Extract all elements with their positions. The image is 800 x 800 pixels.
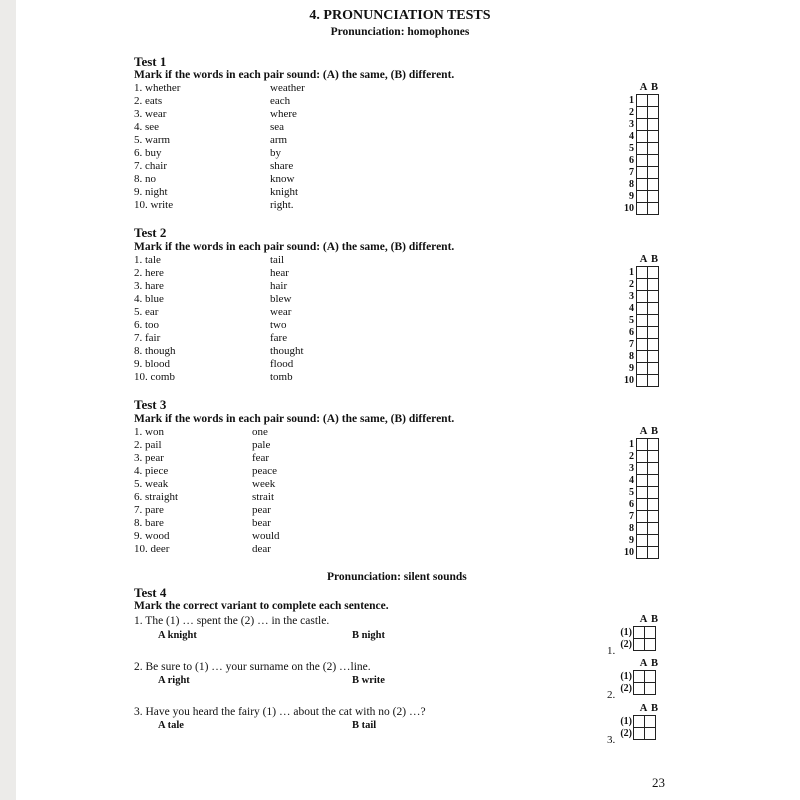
test-2-grid-header: [638, 254, 660, 265]
answer-cell-a[interactable]: [637, 475, 648, 487]
pair-right: fear: [252, 452, 270, 464]
pair-right: hair: [270, 280, 288, 292]
test-4-answer-grid-2: [616, 670, 656, 695]
grid-row-number: 6: [629, 499, 634, 510]
answer-cell-b[interactable]: [648, 523, 659, 535]
answer-cell-b[interactable]: [648, 451, 659, 463]
test-4-answer-grid-1: [616, 626, 656, 651]
answer-cell-a[interactable]: [637, 291, 648, 303]
pair-left: 7. chair: [134, 160, 167, 172]
answer-cell-b[interactable]: [645, 683, 656, 695]
pair-left: 6. straight: [134, 491, 178, 503]
answer-cell-a[interactable]: [637, 107, 648, 119]
answer-cell-a[interactable]: [637, 463, 648, 475]
column-b-label: B: [650, 254, 658, 265]
section-subtitle-homophones: Pronunciation: homophones: [330, 26, 470, 38]
answer-cell-b[interactable]: [648, 475, 659, 487]
column-a-label: A: [639, 254, 648, 265]
grid-row-number: 1: [629, 439, 634, 450]
test-2-instruction: Mark if the words in each pair sound: (A) the same, (B) different.: [134, 241, 455, 253]
answer-cell-a[interactable]: [637, 119, 648, 131]
pair-right: peace: [252, 465, 278, 477]
pair-right: blew: [270, 293, 292, 305]
answer-cell-a[interactable]: [634, 716, 645, 728]
answer-cell-b[interactable]: [645, 671, 656, 683]
answer-cell-a[interactable]: [637, 95, 648, 107]
pair-right: weather: [270, 82, 305, 94]
pair-left: 10. deer: [134, 543, 170, 555]
pair-right: two: [270, 319, 287, 331]
pair-left: 8. no: [134, 173, 156, 185]
section-subtitle-silent-sounds: Pronunciation: silent sounds: [327, 571, 467, 583]
grid-row-number: 9: [629, 191, 634, 202]
answer-cell-a[interactable]: [637, 547, 648, 559]
grid-row-number: 10: [624, 203, 634, 214]
test-4-grid-header-1: [638, 614, 660, 625]
test-1-answer-grid: [620, 94, 659, 215]
pair-left: 5. ear: [134, 306, 159, 318]
pair-right: pale: [252, 439, 271, 451]
answer-cell-b[interactable]: [648, 439, 659, 451]
answer-cell-a[interactable]: [637, 267, 648, 279]
grid-row-label: (1): [620, 716, 632, 727]
pair-left: 8. bare: [134, 517, 164, 529]
test-4-sentence-2: 2. Be sure to (1) … your surname on the (2) …line.: [134, 661, 371, 673]
pair-left: 9. wood: [134, 530, 170, 542]
pair-left: 10. write: [134, 199, 174, 211]
page-title: 4. PRONUNCIATION TESTS: [309, 8, 491, 23]
pair-left: 2. eats: [134, 95, 163, 107]
test-3-instruction: Mark if the words in each pair sound: (A) the same, (B) different.: [134, 413, 455, 425]
pair-right: tomb: [270, 371, 293, 383]
column-b-label: B: [650, 614, 658, 625]
grid-row-number: 8: [629, 523, 634, 534]
test-4-option-a-2: A right: [158, 675, 190, 686]
answer-cell-a[interactable]: [634, 639, 645, 651]
test-4-option-b-2: B write: [352, 675, 385, 686]
answer-cell-b[interactable]: [648, 547, 659, 559]
grid-row-number: 1: [629, 267, 634, 278]
column-a-label: A: [639, 703, 648, 714]
answer-cell-b[interactable]: [648, 131, 659, 143]
pair-left: 7. pare: [134, 504, 164, 516]
answer-cell-b[interactable]: [648, 279, 659, 291]
grid-row-number: 7: [629, 339, 634, 350]
grid-row-number: 7: [629, 167, 634, 178]
test-2-answer-grid: [620, 266, 659, 387]
test-4-item-number-3: 3.: [607, 734, 616, 746]
test-1-grid-header: [638, 82, 660, 93]
answer-cell-a[interactable]: [634, 683, 645, 695]
grid-row-number: 5: [629, 143, 634, 154]
grid-row-number: 9: [629, 363, 634, 374]
answer-cell-b[interactable]: [648, 363, 659, 375]
test-4-sentence-3: 3. Have you heard the fairy (1) … about the cat with no (2) …?: [134, 706, 426, 718]
pair-right: hear: [270, 267, 289, 279]
answer-cell-b[interactable]: [648, 179, 659, 191]
column-a-label: A: [639, 614, 648, 625]
test-4-option-a-3: A tale: [158, 720, 184, 731]
column-b-label: B: [650, 703, 658, 714]
answer-cell-b[interactable]: [648, 291, 659, 303]
pair-left: 2. here: [134, 267, 164, 279]
answer-cell-a[interactable]: [637, 155, 648, 167]
answer-cell-b[interactable]: [648, 327, 659, 339]
answer-cell-b[interactable]: [648, 267, 659, 279]
test-4-item-number-2: 2.: [607, 689, 616, 701]
test-4-item-number-1: 1.: [607, 645, 616, 657]
pair-right: knight: [270, 186, 299, 198]
test-1-heading: Test 1: [134, 54, 167, 69]
column-b-label: B: [650, 426, 658, 437]
answer-cell-a[interactable]: [637, 535, 648, 547]
test-4-instruction: Mark the correct variant to complete each sentence.: [134, 600, 389, 612]
pair-right: know: [270, 173, 295, 185]
pair-left: 8. though: [134, 345, 176, 357]
answer-cell-b[interactable]: [645, 716, 656, 728]
column-b-label: B: [650, 82, 658, 93]
column-a-label: A: [639, 658, 648, 669]
test-1-instruction: Mark if the words in each pair sound: (A) the same, (B) different.: [134, 69, 455, 81]
answer-cell-a[interactable]: [637, 131, 648, 143]
grid-row-number: 6: [629, 155, 634, 166]
column-a-label: A: [639, 426, 648, 437]
grid-row-number: 3: [629, 291, 634, 302]
answer-cell-a[interactable]: [637, 179, 648, 191]
answer-cell-a[interactable]: [634, 627, 645, 639]
grid-row-number: 4: [629, 303, 634, 314]
pair-left: 4. see: [134, 121, 160, 133]
pair-right: where: [270, 108, 297, 120]
answer-cell-b[interactable]: [648, 511, 659, 523]
grid-row-number: 2: [629, 107, 634, 118]
grid-row-number: 1: [629, 95, 634, 106]
test-4-sentence-1: 1. The (1) … spent the (2) … in the castle.: [134, 615, 330, 627]
test-3-grid-header: [638, 426, 660, 437]
pair-left: 5. warm: [134, 134, 171, 146]
answer-cell-b[interactable]: [645, 728, 656, 740]
grid-row-number: 8: [629, 351, 634, 362]
grid-row-number: 2: [629, 451, 634, 462]
grid-row-label: (1): [620, 627, 632, 638]
answer-cell-a[interactable]: [637, 327, 648, 339]
grid-row-label: (2): [620, 728, 632, 739]
grid-row-number: 3: [629, 119, 634, 130]
answer-cell-b[interactable]: [648, 375, 659, 387]
pair-right: one: [252, 426, 268, 438]
pair-left: 1. tale: [134, 254, 161, 266]
answer-cell-b[interactable]: [648, 95, 659, 107]
pair-left: 3. hare: [134, 280, 164, 292]
answer-cell-a[interactable]: [637, 487, 648, 499]
pair-right: week: [252, 478, 276, 490]
pair-left: 3. wear: [134, 108, 167, 120]
test-4-option-b-3: B tail: [352, 720, 377, 731]
test-3-answer-grid: [620, 438, 659, 559]
pair-right: would: [252, 530, 280, 542]
answer-cell-a[interactable]: [637, 511, 648, 523]
answer-cell-b[interactable]: [648, 339, 659, 351]
answer-cell-a[interactable]: [637, 451, 648, 463]
page-number: 23: [652, 775, 665, 790]
grid-row-number: 6: [629, 327, 634, 338]
pair-left: 7. fair: [134, 332, 161, 344]
pair-right: arm: [270, 134, 288, 146]
answer-cell-a[interactable]: [637, 191, 648, 203]
pair-right: fare: [270, 332, 288, 344]
pair-right: pear: [252, 504, 271, 516]
pair-right: tail: [270, 254, 285, 266]
answer-cell-b[interactable]: [645, 639, 656, 651]
answer-cell-b[interactable]: [648, 315, 659, 327]
pair-right: flood: [270, 358, 294, 370]
grid-row-number: 4: [629, 131, 634, 142]
answer-cell-a[interactable]: [634, 728, 645, 740]
answer-cell-a[interactable]: [637, 363, 648, 375]
test-4-option-b-1: B night: [352, 630, 385, 641]
pair-right: bear: [252, 517, 271, 529]
answer-cell-a[interactable]: [637, 315, 648, 327]
answer-cell-a[interactable]: [637, 143, 648, 155]
answer-cell-b[interactable]: [648, 203, 659, 215]
answer-cell-a[interactable]: [637, 303, 648, 315]
column-a-label: A: [639, 82, 648, 93]
answer-cell-b[interactable]: [648, 143, 659, 155]
pair-right: sea: [270, 121, 285, 133]
pair-left: 1. won: [134, 426, 164, 438]
test-4-grid-header-3: [638, 703, 660, 714]
answer-cell-a[interactable]: [634, 671, 645, 683]
pair-left: 6. too: [134, 319, 160, 331]
pair-left: 6. buy: [134, 147, 162, 159]
grid-row-label: (2): [620, 639, 632, 650]
grid-row-number: 5: [629, 315, 634, 326]
grid-row-number: 10: [624, 547, 634, 558]
pair-right: by: [270, 147, 281, 159]
answer-cell-b[interactable]: [648, 191, 659, 203]
grid-row-number: 7: [629, 511, 634, 522]
answer-cell-a[interactable]: [637, 523, 648, 535]
answer-cell-a[interactable]: [637, 375, 648, 387]
test-4-option-a-1: A knight: [158, 630, 197, 641]
pair-left: 2. pail: [134, 439, 162, 451]
answer-cell-a[interactable]: [637, 351, 648, 363]
answer-cell-b[interactable]: [648, 107, 659, 119]
answer-cell-b[interactable]: [648, 155, 659, 167]
pair-right: dear: [252, 543, 271, 555]
pair-left: 4. piece: [134, 465, 169, 477]
answer-cell-b[interactable]: [648, 167, 659, 179]
pair-right: wear: [270, 306, 292, 318]
answer-cell-b[interactable]: [648, 487, 659, 499]
answer-cell-a[interactable]: [637, 167, 648, 179]
answer-cell-a[interactable]: [637, 279, 648, 291]
pair-left: 5. weak: [134, 478, 169, 490]
test-2-heading: Test 2: [134, 225, 167, 240]
answer-cell-b[interactable]: [648, 535, 659, 547]
pair-left: 9. night: [134, 186, 168, 198]
answer-cell-a[interactable]: [637, 439, 648, 451]
pair-right: strait: [252, 491, 274, 503]
answer-cell-b[interactable]: [648, 463, 659, 475]
answer-cell-b[interactable]: [648, 351, 659, 363]
test-4-heading: Test 4: [134, 585, 167, 600]
test-4-answer-grid-3: [616, 715, 656, 740]
grid-row-number: 4: [629, 475, 634, 486]
answer-cell-a[interactable]: [637, 339, 648, 351]
grid-row-number: 9: [629, 535, 634, 546]
answer-cell-b[interactable]: [645, 627, 656, 639]
test-3-heading: Test 3: [134, 397, 167, 412]
grid-row-label: (2): [620, 683, 632, 694]
answer-cell-a[interactable]: [637, 499, 648, 511]
answer-cell-a[interactable]: [637, 203, 648, 215]
pair-right: share: [270, 160, 294, 172]
pair-left: 3. pear: [134, 452, 164, 464]
grid-row-label: (1): [620, 671, 632, 682]
pair-left: 4. blue: [134, 293, 164, 305]
grid-row-number: 5: [629, 487, 634, 498]
column-b-label: B: [650, 658, 658, 669]
pair-right: thought: [270, 345, 304, 357]
pair-left: 1. whether: [134, 82, 181, 94]
pair-left: 9. blood: [134, 358, 171, 370]
answer-cell-b[interactable]: [648, 119, 659, 131]
grid-row-number: 2: [629, 279, 634, 290]
grid-row-number: 3: [629, 463, 634, 474]
answer-cell-b[interactable]: [648, 303, 659, 315]
pair-left: 10. comb: [134, 371, 175, 383]
test-4-grid-header-2: [638, 658, 660, 669]
answer-cell-b[interactable]: [648, 499, 659, 511]
pair-right: each: [270, 95, 291, 107]
grid-row-number: 10: [624, 375, 634, 386]
grid-row-number: 8: [629, 179, 634, 190]
pair-right: right.: [270, 199, 294, 211]
